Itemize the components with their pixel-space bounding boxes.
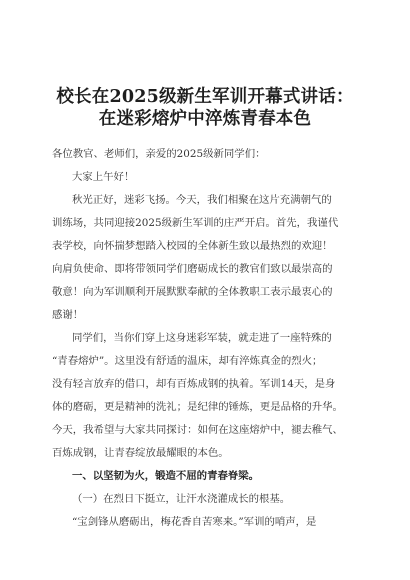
document-title-line-2: 在迷彩熔炉中淬炼青春本色 (98, 109, 312, 129)
paragraph-line: 体的磨砺，更是精神的洗礼；是纪律的锤炼，更是品格的升华。 (52, 401, 343, 413)
paragraph-line: 百炼成钢，让青春绽放最耀眼的本色。 (52, 447, 229, 459)
paragraph-line: “宝剑锋从磨砺出，梅花香自苦寒来。”军训的哨声，是 (72, 516, 317, 528)
document-title-line-1: 校长在2025级新生军训开幕式讲话： (56, 87, 354, 107)
paragraph-line: 感谢！ (52, 309, 84, 321)
paragraph-line: 今天，我希望与大家共同探讨：如何在这座熔炉中，褪去稚气、 (52, 424, 343, 436)
paragraph-line: 训练场，共同迎接2025级新生军训的庄严开启。首先，我谨代 (52, 217, 339, 229)
paragraph-line: 向肩负使命、即将带领同学们磨砺成长的教官们致以最崇高的 (52, 263, 333, 275)
section-heading: 一、以坚韧为火，锻造不屈的青春脊梁。 (72, 470, 260, 482)
subsection-heading: （一）在烈日下挺立，让汗水浇灌成长的根基。 (72, 493, 291, 505)
paragraph-line: 表学校，向怀揣梦想踏入校园的全体新生致以最热烈的欢迎！ (52, 240, 333, 252)
greeting: 大家上午好！ (72, 171, 135, 183)
salutation: 各位教官、老师们，亲爱的2025级新同学们： (52, 148, 266, 160)
paragraph-line: 敬意！向为军训顺利开展默默奉献的全体教职工表示最衷心的 (52, 286, 333, 298)
paragraph-line: 没有轻言放弃的借口，却有百炼成钢的执着。军训14天，是身 (52, 378, 336, 390)
paragraph-line: “青春熔炉”。这里没有舒适的温床，却有淬炼真金的烈火； (52, 355, 323, 367)
paragraph-line: 同学们，当你们穿上这身迷彩军装，就走进了一座特殊的 (72, 332, 332, 344)
paragraph-line: 秋光正好，迷彩飞扬。今天，我们相聚在这片充满朝气的 (72, 194, 332, 206)
